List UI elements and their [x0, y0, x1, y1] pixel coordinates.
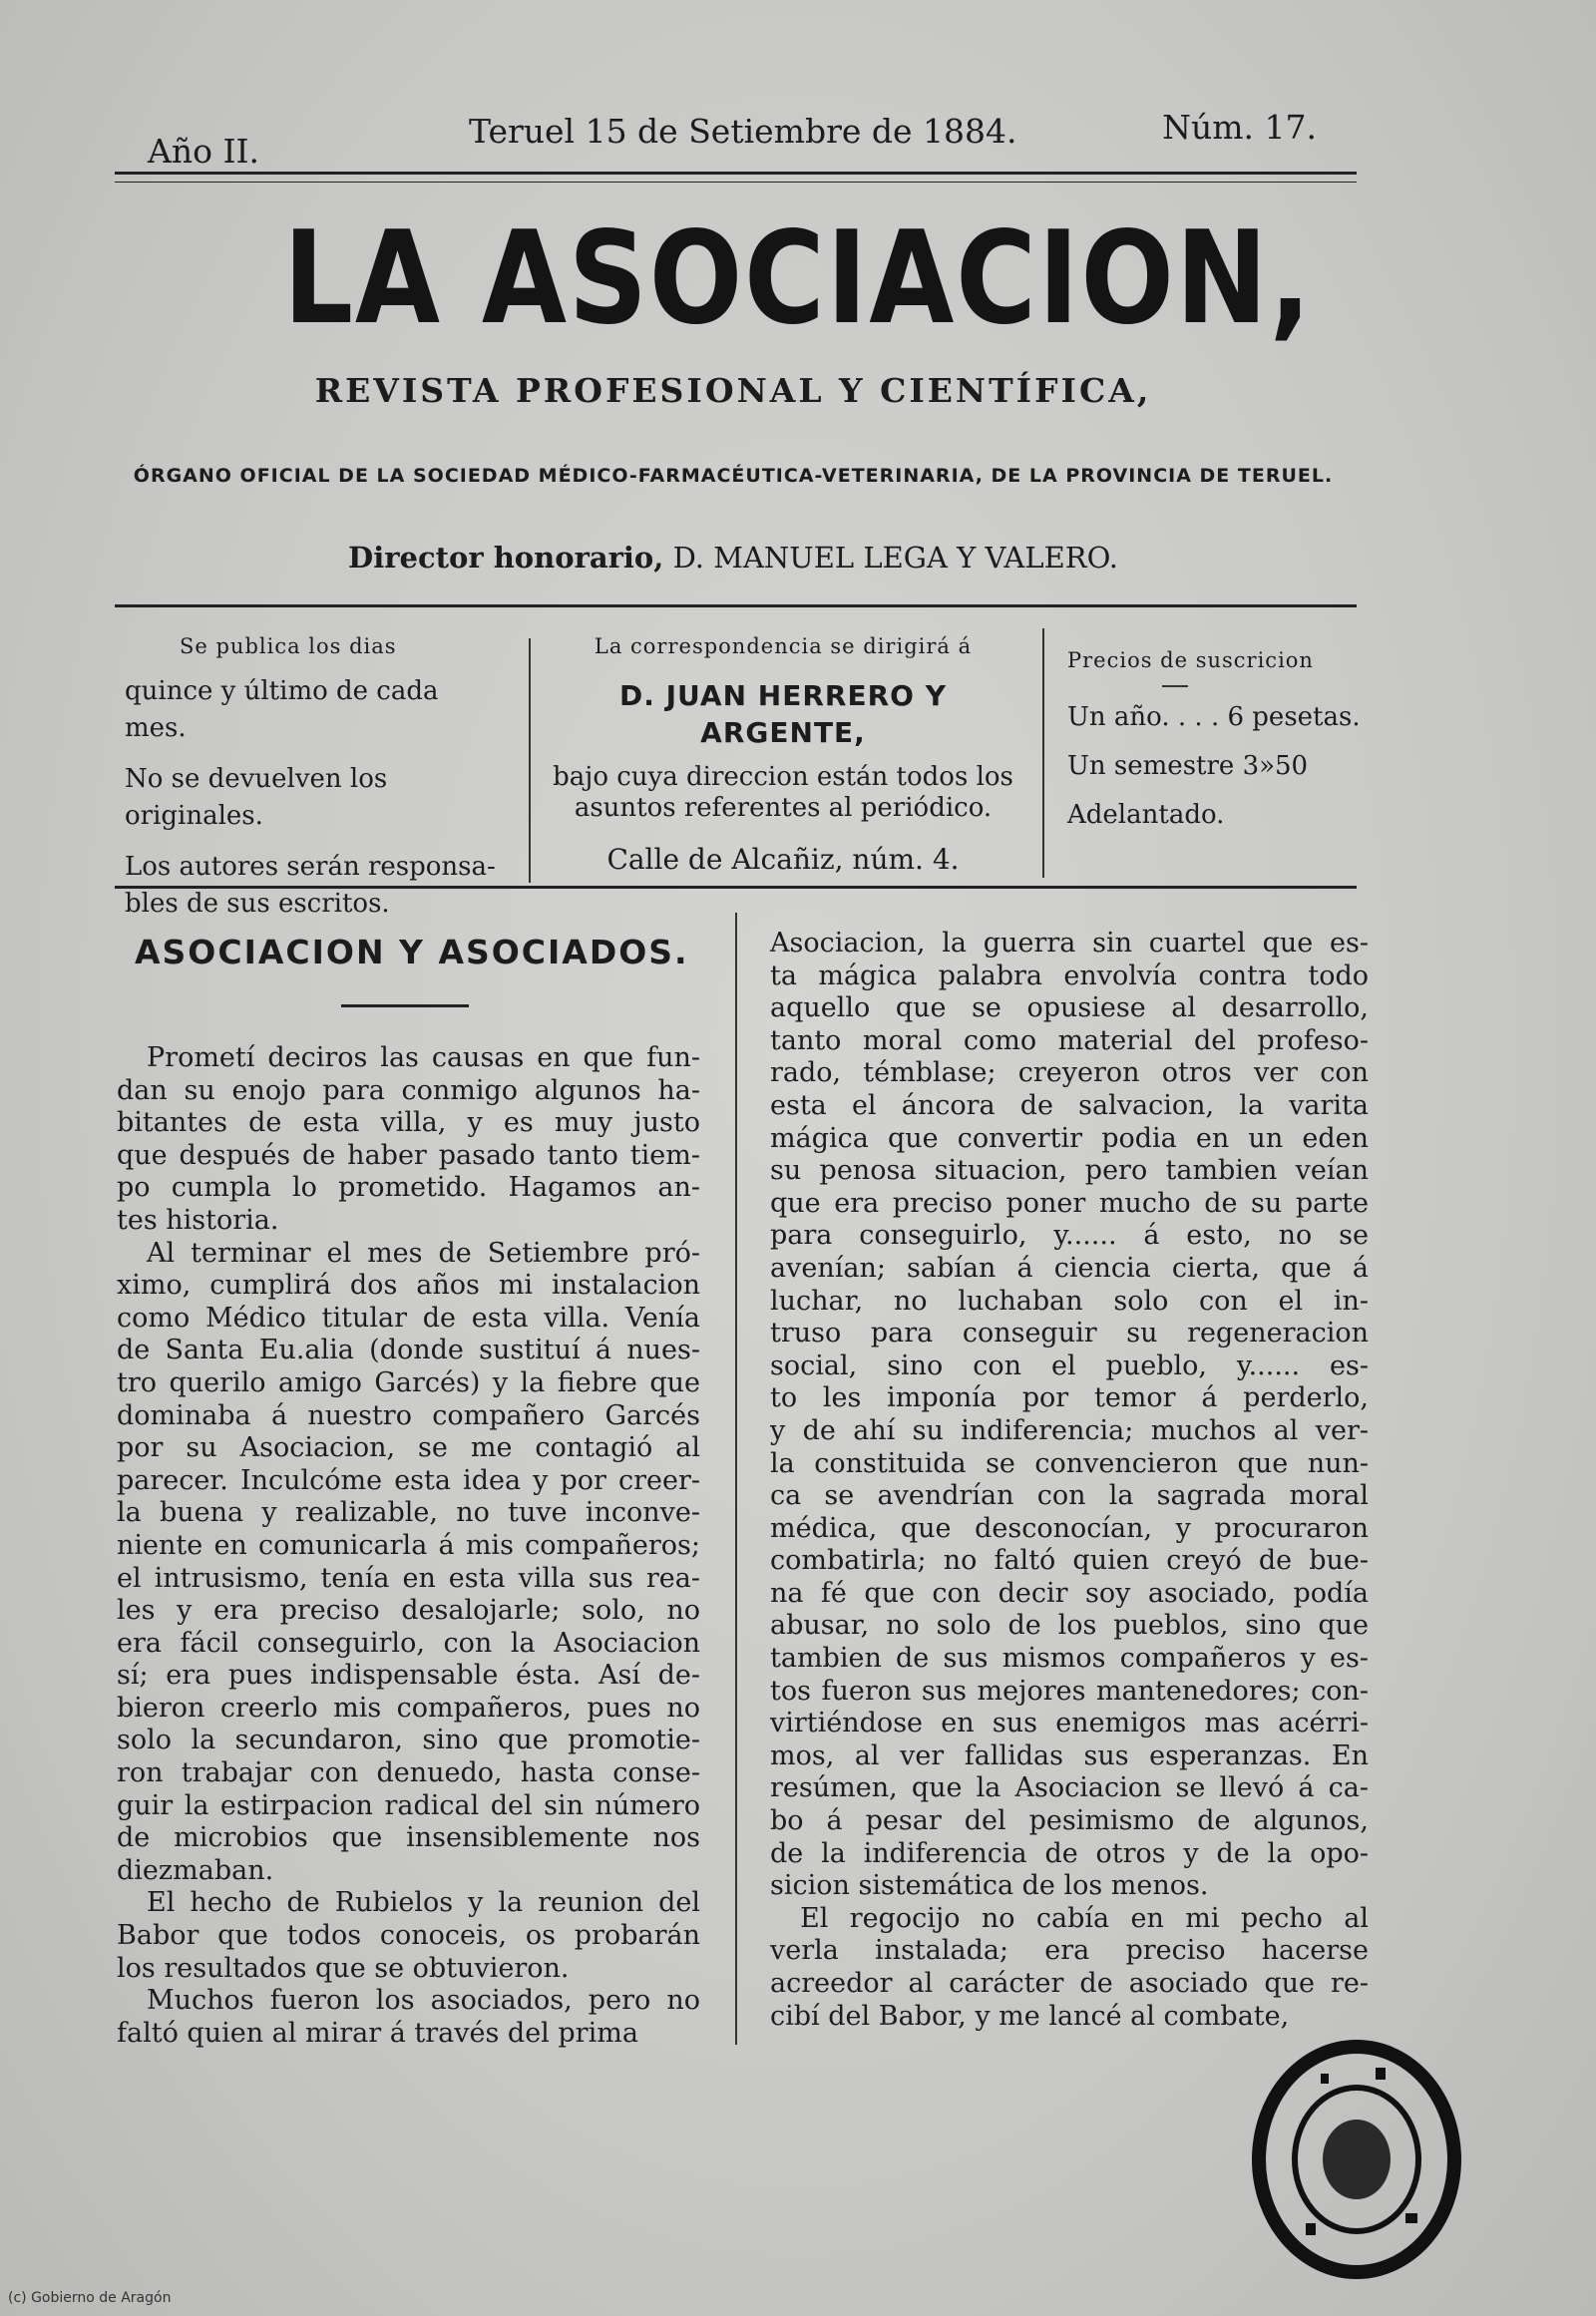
- director-line: [0, 541, 1466, 575]
- article-column-right: [770, 928, 1369, 2033]
- article-line: truso para conseguir su regeneracion: [770, 1318, 1369, 1350]
- article-line: guir la estirpacion radical del sin número: [117, 1789, 700, 1821]
- article-line: tambien de sus mismos compañeros y es-: [770, 1643, 1369, 1675]
- article-line: solo la secundaron, sino que promotie-: [117, 1725, 700, 1756]
- article-line: tes historia.: [117, 1204, 279, 1236]
- precios-dash: [1162, 685, 1188, 687]
- article-line: y de ahí su indiferencia; muchos al ver-: [770, 1414, 1369, 1446]
- article-line: ca se avendrían con la sagrada moral: [770, 1480, 1369, 1512]
- article-line: Prometí deciros las causas en que fun-: [147, 1042, 700, 1073]
- article-line: los resultados que se obtuvieron.: [117, 1952, 570, 1984]
- article-line: tro querilo amigo Garcés) y la fiebre que: [117, 1366, 700, 1398]
- article-line: aquello que se opusiese al desarrollo,: [770, 992, 1369, 1024]
- article-line: tos fueron sus mejores mantenedores; con-: [770, 1675, 1369, 1707]
- header-rule-thin: [115, 182, 1357, 183]
- article-line: ron trabajar con denuedo, hasta conse-: [117, 1757, 700, 1789]
- library-stamp: [1252, 2040, 1461, 2279]
- masthead-subtitle: REVISTA PROFESIONAL Y CIENTÍFICA,: [314, 371, 1152, 410]
- article-line: tanto moral como material del profeso-: [770, 1024, 1369, 1056]
- article-line: parecer. Inculcóme esta idea y por creer-: [117, 1464, 700, 1496]
- article-line: la buena y realizable, no tuve inconve-: [117, 1497, 700, 1529]
- article-line: niente en comunicarla á mis compañeros;: [117, 1529, 700, 1561]
- article-line: faltó quien al mirar á través del prima: [117, 2017, 638, 2049]
- article-line: social, sino con el pueblo, y...... es-: [770, 1350, 1369, 1381]
- correspondencia-line2: asuntos referentes al periódico.: [574, 793, 993, 823]
- article-line: avenían; sabían á ciencia cierta, que á: [770, 1252, 1369, 1284]
- article-line: po cumpla lo prometido. Hagamos an-: [117, 1172, 700, 1204]
- article-line: to les imponía por temor á perderlo,: [770, 1382, 1369, 1414]
- director-name: D. MANUEL LEGA Y VALERO.: [672, 541, 1118, 575]
- publica-line1: quince y último de cada mes.: [125, 676, 439, 743]
- masthead-organo: ÓRGANO OFICIAL DE LA SOCIEDAD MÉDICO-FARMACÉUTICA-VETERINARIA, DE LA PROVINCIA DE TERUEL.: [133, 465, 1334, 487]
- correspondencia-line1: bajo cuya direccion están todos los: [553, 762, 1013, 792]
- publica-line2: No se devuelven los originales.: [125, 764, 388, 831]
- publica-line3a: Los autores serán responsa-: [125, 852, 496, 882]
- article-line: el intrusismo, tenía en esta villa sus rea-: [117, 1562, 700, 1594]
- issue-date: Teruel 15 de Setiembre de 1884.: [469, 112, 1017, 151]
- article-line: luchar, no luchaban solo con el in-: [770, 1285, 1369, 1317]
- article-line: na fé que con decir soy asociado, podía: [770, 1577, 1369, 1609]
- article-line: de Santa Eu.alia (donde sustituí á nues-: [117, 1335, 700, 1366]
- article-line: su penosa situacion, pero tambien veían: [770, 1155, 1369, 1187]
- article-line: era fácil conseguirlo, con la Asociacion: [117, 1627, 700, 1659]
- article-line: la constituida se convencieron que nun-: [770, 1447, 1369, 1479]
- precios-heading: Precios de suscricion: [1067, 648, 1314, 672]
- article-line: para conseguirlo, y...... á esto, no se: [770, 1220, 1369, 1252]
- article-line: médica, que desconocían, y procuraron: [770, 1512, 1369, 1544]
- info-top-rule: [115, 604, 1357, 607]
- correspondencia-name: D. JUAN HERRERO Y ARGENTE,: [619, 679, 947, 749]
- article-line: resúmen, que la Asociacion se llevó á ca-: [770, 1772, 1369, 1804]
- article-line: ta mágica palabra envolvía contra todo: [770, 960, 1369, 991]
- article-line: bo á pesar del pesimismo de algunos,: [770, 1805, 1369, 1837]
- publica-heading: Se publica los dias: [180, 634, 397, 658]
- article-line: Babor que todos conoceis, os probarán: [117, 1920, 700, 1952]
- article-line: sí; era pues indispensable ésta. Así de-: [117, 1660, 700, 1692]
- article-line: Al terminar el mes de Setiembre pró-: [147, 1237, 700, 1269]
- article-line: ximo, cumplirá dos años mi instalacion: [117, 1270, 700, 1302]
- precios-year: Un año. . . . 6 pesetas.: [1067, 702, 1361, 732]
- article-line: Muchos fueron los asociados, pero no: [147, 1985, 700, 2017]
- article-column-left: [117, 1042, 700, 2050]
- article-line: abusar, no solo de los pueblos, sino que: [770, 1610, 1369, 1642]
- article-line: por su Asociacion, se me contagió al: [117, 1432, 700, 1464]
- article-line: El regocijo no cabía en mi pecho al: [800, 1902, 1369, 1934]
- article-line: diezmaban.: [117, 1854, 274, 1886]
- info-precios: [1067, 628, 1367, 846]
- info-correspondencia: [539, 628, 1027, 878]
- article-line: verla instalada; era preciso hacerse: [770, 1935, 1369, 1967]
- correspondencia-address: Calle de Alcañiz, núm. 4.: [606, 843, 960, 876]
- director-label: Director honorario,: [348, 541, 664, 575]
- publica-line3b: bles de sus escritos.: [125, 889, 390, 919]
- column-divider: [735, 913, 737, 2045]
- article-line: mágica que convertir podia en un eden: [770, 1122, 1369, 1154]
- article-line: El hecho de Rubielos y la reunion del: [147, 1887, 700, 1919]
- precios-adelantado: Adelantado.: [1067, 800, 1225, 830]
- article-line: esta el áncora de salvacion, la varita: [770, 1089, 1369, 1121]
- article-line: Asociacion, la guerra sin cuartel que es-: [770, 928, 1369, 959]
- article-headline: ASOCIACION Y ASOCIADOS.: [135, 933, 689, 971]
- article-line: cibí del Babor, y me lancé al combate,: [770, 2000, 1290, 2032]
- article-line: bieron creerlo mis compañeros, pues no: [117, 1692, 700, 1724]
- issue-year: Año II.: [148, 132, 260, 171]
- info-divider-1: [529, 638, 531, 883]
- article-line: de microbios que insensiblemente nos: [117, 1822, 700, 1854]
- precios-semester: Un semestre 3»50: [1067, 751, 1309, 781]
- article-line: sicion sistemática de los menos.: [770, 1870, 1209, 1902]
- article-line: acreedor al carácter de asociado que re-: [770, 1968, 1369, 1999]
- issue-number: Núm. 17.: [1162, 108, 1317, 147]
- info-divider-2: [1042, 628, 1044, 878]
- copyright-notice: (c) Gobierno de Aragón: [8, 2290, 172, 2306]
- article-line: como Médico titular de esta villa. Venía: [117, 1302, 700, 1334]
- header-rule-thick: [115, 172, 1357, 175]
- info-bottom-rule: [115, 886, 1357, 889]
- article-line: dominaba á nuestro compañero Garcés: [117, 1399, 700, 1431]
- article-line: de la indiferencia de otros y de la opo-: [770, 1837, 1369, 1869]
- article-line: les y era preciso desalojarle; solo, no: [117, 1595, 700, 1627]
- article-line: virtiéndose en sus enemigos mas acérri-: [770, 1708, 1369, 1739]
- article-line: que después de haber pasado tanto tiem-: [117, 1139, 700, 1171]
- headline-rule: [341, 1004, 469, 1007]
- issue-header: [140, 108, 1357, 171]
- article-line: mos, al ver fallidas sus esperanzas. En: [770, 1739, 1369, 1771]
- article-line: bitantes de esta villa, y es muy justo: [117, 1107, 700, 1139]
- article-line: dan su enojo para conmigo algunos ha-: [117, 1074, 700, 1106]
- correspondencia-heading: La correspondencia se dirigirá á: [594, 634, 973, 658]
- masthead-title: LA ASOCIACION,: [283, 204, 1313, 353]
- article-line: rado, témblase; creyeron otros ver con: [770, 1057, 1369, 1089]
- info-publica: [125, 628, 504, 923]
- article-line: que era preciso poner mucho de su parte: [770, 1187, 1369, 1219]
- stamp-seal-icon: [1266, 2054, 1461, 2279]
- article-line: combatirla; no faltó quien creyó de bue-: [770, 1545, 1369, 1577]
